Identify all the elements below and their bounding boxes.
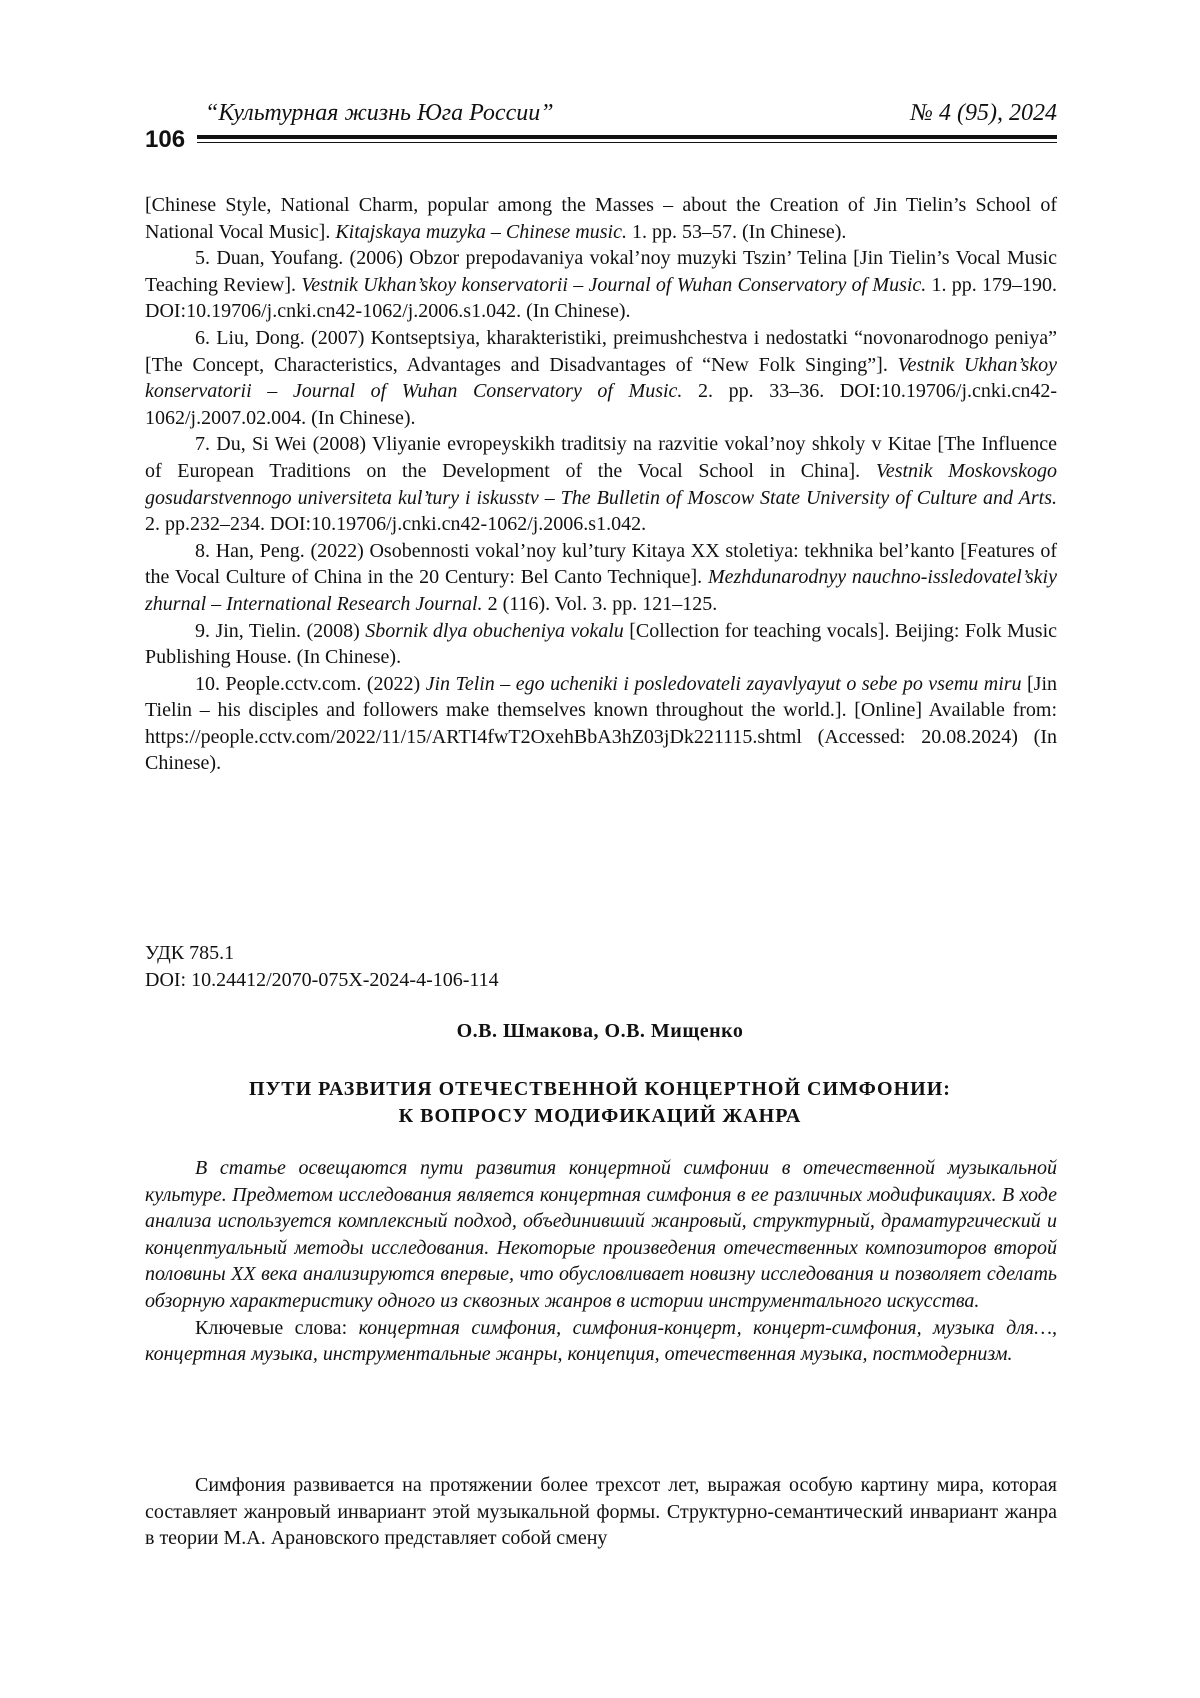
reference-item <box>145 325 1057 431</box>
reference-text: 2 (116). Vol. 3. pp. 121–125. <box>483 593 718 615</box>
reference-text: 9. Jin, Tielin. (2008) <box>195 620 365 642</box>
article-title-line-2: К ВОПРОСУ МОДИФИКАЦИЙ ЖАНРА <box>0 1103 1200 1130</box>
header-rule-thick <box>197 135 1057 139</box>
doi: DOI: 10.24412/2070-075X-2024-4-106-114 <box>145 967 499 994</box>
reference-item <box>145 538 1057 618</box>
reference-item <box>145 431 1057 537</box>
running-header-issue: № 4 (95), 2024 <box>910 100 1057 127</box>
reference-text: 1. pp. 179–190. DOI:10.19706/j.cnki.cn42-1062/j.2006.s1.042. (In Chinese). <box>145 274 1057 323</box>
reference-item <box>145 618 1057 671</box>
reference-source-italic: Vestnik Ukhan’skoy konservatorii – Journal of Wuhan Conservatory of Music. <box>301 274 926 296</box>
reference-text: 10. People.cctv.com. (2022) <box>195 673 426 695</box>
article-title-line-1: ПУТИ РАЗВИТИЯ ОТЕЧЕСТВЕННОЙ КОНЦЕРТНОЙ СИМФОНИИ: <box>0 1076 1200 1103</box>
reference-text: 5. Duan, Youfang. (2006) Obzor prepodavaniya vokal’noy muzyki Tszin’ Telina [Jin Tielin’s Vocal Music Teaching Review]. <box>145 247 1057 296</box>
reference-text: [Collection for teaching vocals]. Beijing: Folk Music Publishing House. (In Chinese). <box>145 620 1057 669</box>
reference-item <box>145 245 1057 325</box>
reference-list <box>145 192 1057 777</box>
reference-source-italic: Vestnik Ukhan’skoy konservatorii – Journal of Wuhan Conservatory of Music. <box>145 354 1057 403</box>
abstract-block <box>145 1155 1057 1368</box>
reference-source-italic: Mezhdunarodnyy nauchno-issledovatel’skiy zhurnal – International Research Journal. <box>145 566 1057 615</box>
reference-text: 1. pp. 53–57. (In Chinese). <box>627 221 846 243</box>
article-body <box>145 1472 1057 1552</box>
reference-item <box>145 671 1057 777</box>
reference-text: [Chinese Style, National Charm, popular among the Masses – about the Creation of Jin Tielin’s School of National Vocal Music]. <box>145 194 1057 243</box>
udk-block <box>145 940 499 993</box>
page-number: 106 <box>145 126 185 154</box>
reference-text: 7. Du, Si Wei (2008) Vliyanie evropeyskikh traditsiy na razvitie vokal’noy shkoly v Kitae [The Influence of European Traditions on the Development of the Vocal School in China]. <box>145 433 1057 482</box>
article-authors: О.В. Шмакова, О.В. Мищенко <box>0 1020 1200 1043</box>
reference-source-italic: Jin Telin – ego ucheniki i posledovateli zayavlyayut o sebe po vsemu miru <box>426 673 1022 695</box>
reference-text: [Jin Tielin – his disciples and followers make themselves known throughout the world.]. [Online] Available from: https://people.cctv.com/2022/11/15/ARTI4fwT2OxehBbA3hZ03jDk221115.shtml (Accessed: 20.08.2024) (In Chinese). <box>145 673 1057 775</box>
reference-text: 2. pp. 33–36. DOI:10.19706/j.cnki.cn42-1062/j.2007.02.004. (In Chinese). <box>145 380 1057 429</box>
article-title <box>0 1076 1200 1130</box>
reference-text: 6. Liu, Dong. (2007) Kontseptsiya, kharakteristiki, preimushchestva i nedostatki “novonarodnogo peniya” [The Concept, Characteristics, Advantages and Disadvantages of “New Folk Singing”]. <box>145 327 1057 376</box>
keywords-paragraph <box>145 1315 1057 1368</box>
keywords-text: концертная симфония, симфония-концерт, концерт-симфония, музыка для…, концертная музыка, инструментальные жанры, концепция, отечественная музыка, постмодернизм. <box>145 1317 1057 1366</box>
header-rule-thin <box>197 142 1057 143</box>
reference-source-italic: Vestnik Moskovskogo gosudarstvennogo universiteta kul’tury i iskusstv – The Bulletin of Moscow State University of Culture and Arts. <box>145 460 1057 509</box>
document-page <box>0 0 1200 1698</box>
keywords-label: Ключевые слова: <box>195 1317 347 1339</box>
reference-text: 2. pp.232–234. DOI:10.19706/j.cnki.cn42-1062/j.2006.s1.042. <box>145 513 646 535</box>
udk-code: УДК 785.1 <box>145 940 499 967</box>
reference-text: 8. Han, Peng. (2022) Osobennosti vokal’noy kul’tury Kitaya XX stoletiya: tekhnika bel’kanto [Features of the Vocal Culture of China in the 20 Century: Bel Canto Technique]. <box>145 540 1057 589</box>
abstract-text: В статье освещаются пути развития концертной симфонии в отечественной музыкальной культуре. Предметом исследования является концертная симфония в ее различных модификациях. В ходе анализа используется комплексный подход, объединивший жанровый, структурный, драматургический и концептуальный методы исследования. Некоторые произведения отечественных композиторов второй половины XX века анализируются впервые, что обусловливает новизну исследования и позволяет сделать обзорную характеристику одного из сквозных жанров в истории инструментального искусства. <box>145 1155 1057 1315</box>
body-paragraph: Симфония развивается на протяжении более трехсот лет, выражая особую картину мира, которая составляет жанровый инвариант этой музыкальной формы. Структурно-семантический инвариант жанра в теории М.А. Арановского представляет собой смену <box>145 1472 1057 1552</box>
reference-source-italic: Kitajskaya muzyka – Chinese music. <box>335 221 627 243</box>
reference-source-italic: Sbornik dlya obucheniya vokalu <box>365 620 624 642</box>
running-header-journal: “Культурная жизнь Юга России” <box>205 100 554 127</box>
reference-item <box>145 192 1057 245</box>
